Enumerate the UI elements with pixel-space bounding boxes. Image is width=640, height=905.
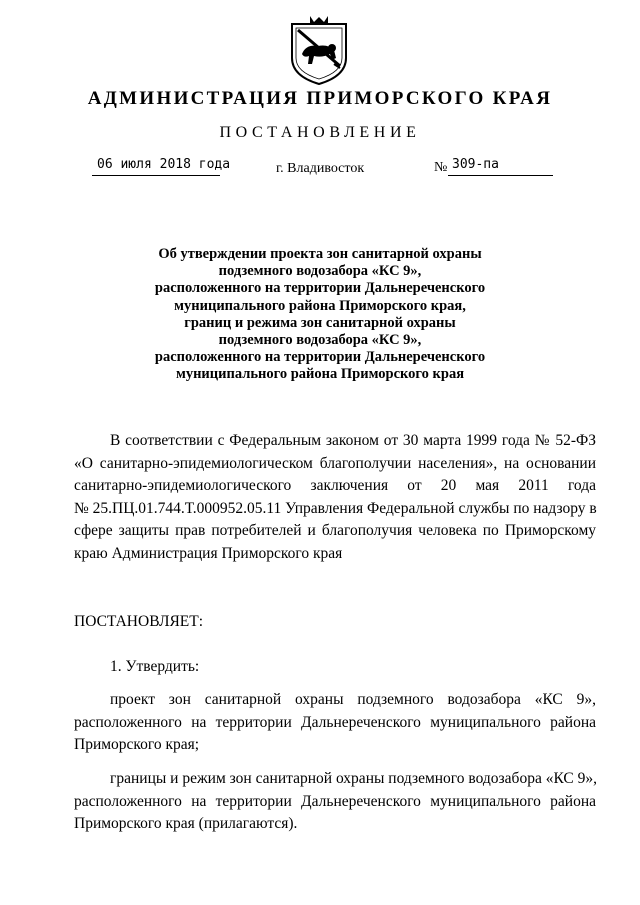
preamble-line: В соответствии с Федеральным законом от 30 марта 1999 года № 52-ФЗ xyxy=(110,432,596,449)
title-line: расположенного на территории Дальнереченского xyxy=(154,280,486,297)
decree-heading: ПОСТАНОВЛЯЕТ: xyxy=(74,613,204,630)
title-line: границ и режима зон санитарной охраны xyxy=(184,314,456,331)
preamble-line: санитарно-эпидемиологического заключения от 20 мая 2011 года xyxy=(74,477,596,494)
item-1a-paragraph xyxy=(74,689,596,757)
item-1b-line: границы и режим зон санитарной охраны подземного водозабора «КС 9», xyxy=(110,770,597,787)
number-underline xyxy=(448,175,553,176)
title-line: подземного водозабора «КС 9», xyxy=(218,332,422,349)
title-line: Об утверждении проекта зон санитарной охраны xyxy=(158,246,482,262)
item-1a-line: расположенного на территории Дальнереченского муниципального района xyxy=(74,713,596,731)
item-1b-line: расположенного на территории Дальнереченского муниципального района xyxy=(74,792,596,810)
item-1b-paragraph xyxy=(74,768,596,836)
document-title xyxy=(120,246,520,384)
item-1b-line: Приморского края (прилагаются). xyxy=(74,815,298,832)
title-line: расположенного на территории Дальнереченского xyxy=(154,349,486,366)
title-line: муниципального района Приморского края xyxy=(175,366,465,383)
date-underline xyxy=(92,175,220,176)
title-line: муниципального района Приморского края, xyxy=(174,297,466,314)
preamble-line: сфере защиты прав потребителей и благополучия человека по Приморскому xyxy=(74,522,596,539)
coat-of-arms-emblem xyxy=(288,14,350,86)
organization-title: АДМИНИСТРАЦИЯ ПРИМОРСКОГО КРАЯ xyxy=(87,88,553,109)
preamble-line: № 25.ПЦ.01.744.Т.000952.05.11 Управления Федеральной службы по надзору в xyxy=(74,499,597,517)
title-line: подземного водозабора «КС 9», xyxy=(218,263,422,280)
item-1a-line: проект зон санитарной охраны подземного водозабора «КС 9», xyxy=(110,691,596,708)
document-city: г. Владивосток xyxy=(276,161,365,176)
number-label: № xyxy=(434,160,448,175)
preamble-paragraph xyxy=(74,430,596,565)
document-number: 309-па xyxy=(452,157,499,172)
preamble-line: краю Администрация Приморского края xyxy=(74,544,343,562)
item-1-heading: 1. Утвердить: xyxy=(110,658,200,675)
document-type: ПОСТАНОВЛЕНИЕ xyxy=(219,124,421,141)
item-1a-line: Приморского края; xyxy=(74,736,200,753)
preamble-line: «О санитарно-эпидемиологическом благополучии населения», на основании xyxy=(74,454,596,472)
document-date: 06 июля 2018 года xyxy=(97,157,231,172)
